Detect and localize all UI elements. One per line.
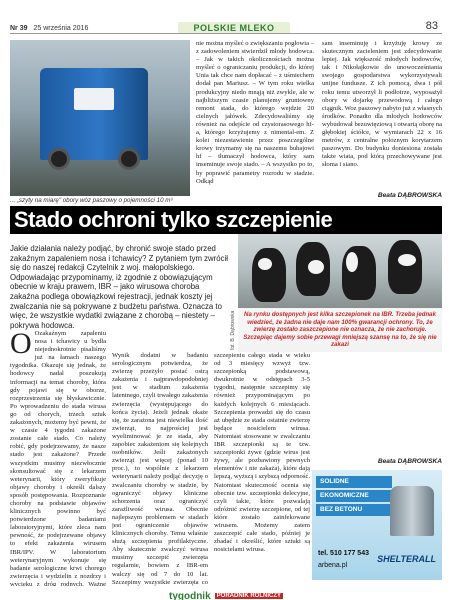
cow-spot	[346, 252, 358, 272]
ad-website[interactable]: arbena.pl	[318, 562, 348, 569]
cow-figure	[342, 246, 376, 300]
article2-headline: Stado ochroni tylko szczepienie	[10, 206, 442, 234]
article2-lead: Jakie działania należy podjąć, by chronić swoje stado przed zakaźnym zapaleniem nosa i tchawicy? Z pytaniem tym zwrócił się do naszej redakcji Czytelnik z woj. małopolskiego. Odpowiadając przypominamy, iż zgodnie z obowiązującym obecnie w kraju prawem, IBR – jako wirusowa choroba zakaźna podlega obowiązkowi rejestracji, jednak koszty jej zwalczania nie są pokrywane z budżetu państwa. Oznacza to więc, że wszystkie wydatki związane z chorobą – niestety – pokrywa hodowca.	[10, 244, 228, 330]
ad-band-2: EKONOMICZNE	[316, 490, 392, 502]
article2-column-1-text: Ozakaźnym zapaleniu nosa i tchawicy u bydła niejednokrotnie pisaliśmy już na łamach naszego tygodnika. Okazuje się jednak, że hodowcy nadal poszukują informacji na temat choroby, która gdy pojawi się w oborze, rozprzestrzenia się błyskawicznie. Po wprowadzeniu do stada wirusa go od chorych, trzech sztuk zakażonych, możemy być pewni, że w czasie 4 tygodni zakażone zostanie całe stado. Co należy robić, gdy podejrzewamy, że nasze stado jest zakażone? Przede wszystkim musimy niezwłocznie skonsultować się z lekarzem weterynarii, który zweryfikuje objawy choroby i określi dalszy sposób postępowania. Rozpoznanie choroby na podstawie objawów klinicznych powinno być potwierdzone badaniami laboratoryjnymi, które zleca nam pewność, że podejrzewane objawy to efekt zakażenia wirusem IBR/IPV. W laboratorium weterynaryjnym wykonuje się badanie serologiczne krwi chorego zwierzęcia i wydzielin z nozdrzy i wycieku z dróg rodnych. Ważne	[10, 330, 106, 586]
feed-mixer-machine	[40, 68, 148, 160]
section-title: POLSKIE MLEKO	[178, 22, 290, 34]
article2-column-1	[10, 330, 106, 586]
cow-spot	[258, 258, 272, 270]
machine-plate	[74, 88, 114, 110]
ad-band-1: SOLIDNE	[316, 476, 392, 488]
article1-column-1: nie można myśleć o zwiększaniu pogłowia – z zadowoleniem stwierdził młody hodowca. – Jak w takich okolicznościach można myśleć o ograniczaniu produkcji, do której Unia tak chce nam dopłacać – z uśmiechem dodał pan Mariusz. – W tym roku wielka produkcyjny niedo mnąją niż zwykle, ale w najbliższym czasie planujemy gruntowny remont stada, do którego wejdzie 20 cielnych jałówek. Zdecydowaliśmy się również na odejście od czystorasowego hf-a, którego krzyżujemy z nimental-em. Z kolei niezestawienie przez poszczególne krowy trzymamy się na naszemu buhajowi hf – tłumaczył hodowca, który sam inseminuje swoje stado. – A wszystko po to, by poprawić parametry rozrodu w stadzie. Odkąd	[196, 40, 314, 185]
article2-signature: Beata DĄBROWSKA	[377, 458, 442, 465]
page-footer	[140, 586, 312, 598]
article2-column-3: szczepieniu całego stada w wieku od 3 miesięcy wzwyż tzw. szczepionką podstawową, dwukrotnie w odstępach 3-5 tygodni, następnie szczepimy się również przypominającym po każdych kolejnych 6 miesiącach. Szczepienia prowadzi się do czasu aż ubędzie ze stada ostatnie zwierzę będące nosicielem wirusa. Natomiast stosowane w zwalczaniu IBR szczepionki są te tzw. szczepionki żywe (gdzie wirus jest żywy, ale pozbawiony pewnych elementów i nie zakaża), które dają lepszą, wyższą i szybszą odporność. Natomiast skuteczność ocenia się obecnie tzw. szczepionki delecyjne, czyli takie, które pozwalają odróżnić zwierzę szczepione, od tej które zostało zainfekowane wirusem. Możemy zatem zaszczepić całe stado, później je zbadać i określić, które sztuki są nosicielami wirusa.	[214, 352, 310, 554]
photo-credit: fot. B. Dąbrowska	[230, 310, 236, 350]
page-header	[0, 0, 452, 38]
issue-date: 25 września 2016	[33, 25, 89, 32]
footer-badge: PORADNIK ROLNICZY	[216, 593, 281, 599]
drop-cap: O	[10, 330, 32, 360]
cow-spot	[308, 260, 324, 274]
article2-column-2: Wynik dodatni w badaniu serologicznym potwierdza, że zwierzę przeżyło postać ostrą zakażenia i najprawdopodobniej jest w stadium zakażenia latentnego, czyli trwałego zakażenia zwierzęcia (występującego do końca życia). Jeżeli jednak okaże się, że zarażona jest niewielka ilość zwierząt, to najprościej jest wyeliminować je ze stada, aby zapobiec zakażeniom się kolejnych osobników. Jeśli zakażonych zwierząt jest więcej (ponad 10 proc.), to wspólnie z lekarzem weterynarii należy podjąć decyzję o zwalczaniu choroby w stadzie, by ograniczyć objawy kliniczne schorzenia oraz ograniczyć zarażliwość wirusa. Obecnie najlepszym problemem w stadach jest ograniczenie objawów klinicznych choroby. Temu właśnie służą szczepienia profilaktyczne. Aby skutecznie zwalczyć wirusa musimy szczepić zwierzęta regularnie, bowiem z IBR-em walczy się od 7 do 10 lat. Szczepimy wszystkie zwierzęta co	[112, 352, 208, 586]
header-rule	[10, 33, 442, 34]
cow-figure	[252, 248, 286, 302]
photo-caption: ... „szyty na miarę" obory wóz paszowy o pojemności 10 m³	[10, 197, 173, 204]
wheel-left	[48, 148, 70, 170]
ad-logo: SHELTERALL	[377, 554, 436, 564]
cow-figure	[296, 242, 330, 296]
footer-brand: tygodnik	[168, 591, 211, 600]
article1-signature: Beata DĄBROWSKA	[377, 192, 442, 199]
cow-figure	[388, 240, 422, 294]
issue-meta	[10, 25, 88, 32]
ad-phone: tel. 510 177 543	[318, 550, 369, 557]
cows-photo-caption: Na rynku dostępnych jest kilka szczepionek na IBR. Trzeba jednak wiedzieć, że żadna nie daje nam 100% gwarancji ochrony. To, że zwierzę zostało zaszczepione nie oznacza, że nie zachoruje. Szczepiąc dajemy sobie przewagi mniejszą szansę na to, że się nie zakazi	[238, 308, 442, 352]
article1-column-2: sam inseminuję i krzyżuję krowy ze skutecznym zacieleniem jest zdecydowanie lepiej. Jak większość młodych hodowców, tak i Nikołajkowie do unowocześniania swojego gospodarstwa wykorzystywali unijne fundusze. Z ich pomocą, dwa i pół roku temu utworzył li podłotrze, wyposażył obory w dojarkę przewodową i całego ciągnik. Woz paszowy nabyto już z własnych środków. Ponadto dla młodych hodowców wybudował bezuwięziową i otwartą oborę na głębokiej ściółce, w wymiarach 22 x 16 metrów, z centralne połoznym korytarzem paszowym. Do budynku doniesiona została także wiata, pod którą przechowywane jest słoma i siano.	[322, 40, 442, 169]
page-number: 83	[425, 20, 438, 32]
wheel-right	[118, 148, 140, 170]
advertisement[interactable]	[312, 470, 442, 580]
ad-band-3: BEZ BETONU	[316, 504, 392, 516]
issue-number: Nr 39	[10, 25, 28, 32]
feed-mixer-photo	[10, 40, 190, 196]
cow-spot	[398, 254, 416, 266]
cows-photo	[238, 234, 442, 352]
ad-building-illustration	[390, 486, 434, 536]
